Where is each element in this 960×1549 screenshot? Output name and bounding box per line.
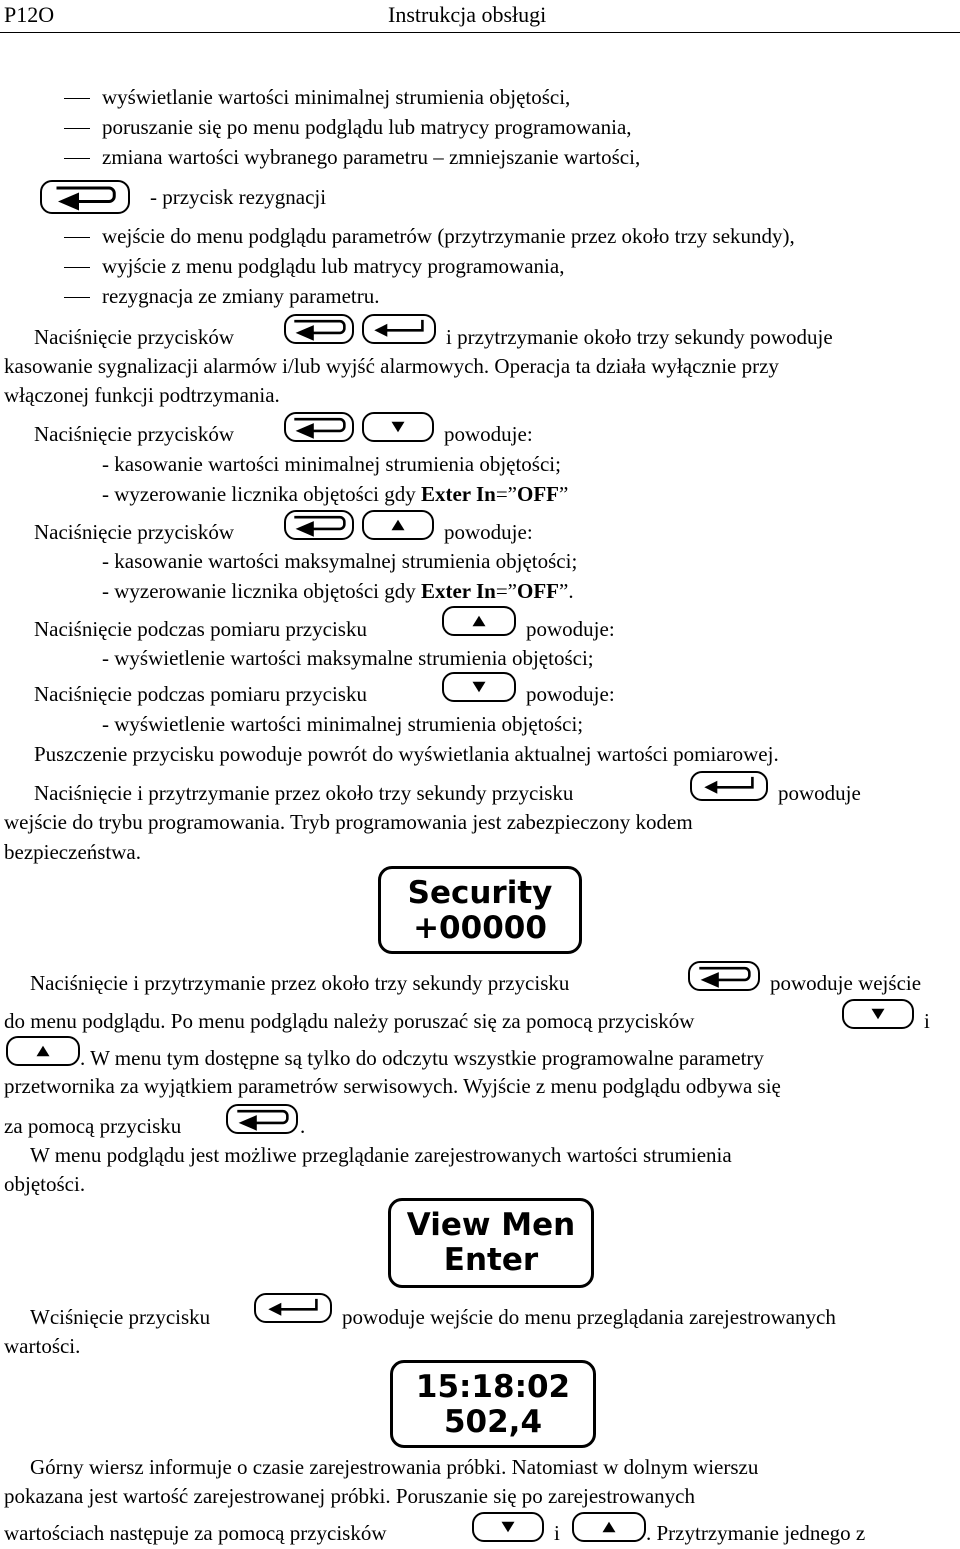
paragraph-text: powoduje: [526, 682, 615, 706]
list-item: zmiana wartości wybranego parametru – zmniejszanie wartości, [102, 145, 641, 169]
list-dash [64, 267, 90, 268]
list-dash [64, 237, 90, 238]
lcd-display-security [378, 866, 582, 954]
lcd-display-view-menu [388, 1198, 594, 1288]
paragraph-text: kasowanie sygnalizacji alarmów i/lub wyjść alarmowych. Operacja ta działa wyłącznie przy [4, 354, 779, 378]
list-item: wyświetlanie wartości minimalnej strumienia objętości, [102, 85, 571, 109]
paragraph-text: wartościach następuje za pomocą przycisków [4, 1521, 387, 1545]
lcd-line-1: View Men [406, 1207, 576, 1243]
paragraph-text: do menu podglądu. Po menu podglądu należy poruszać się za pomocą przycisków [4, 1009, 695, 1033]
escape-key-icon [284, 510, 354, 540]
paragraph-text: wejście do trybu programowania. Tryb programowania jest zabezpieczony kodem [4, 810, 693, 834]
list-dash [64, 98, 90, 99]
list-dash [64, 158, 90, 159]
up-arrow-key-icon [362, 510, 434, 540]
list-item: - wyświetlenie wartości minimalnej strumienia objętości; [102, 712, 584, 736]
down-arrow-key-icon [842, 999, 914, 1029]
paragraph-text: powoduje wejście [770, 971, 922, 995]
cancel-key-label: - przycisk rezygnacji [150, 185, 327, 209]
enter-key-icon [690, 771, 768, 801]
enter-key-icon [254, 1293, 332, 1323]
paragraph-text: przetwornika za wyjątkiem parametrów serwisowych. Wyjście z menu podglądu odbywa się [4, 1074, 781, 1098]
paragraph-text: objętości. [4, 1172, 86, 1196]
list-item: - kasowanie wartości maksymalnej strumienia objętości; [102, 549, 578, 573]
paragraph-text: Naciśnięcie podczas pomiaru przycisku [34, 617, 367, 641]
document-code: P12O [4, 2, 55, 27]
escape-key-icon [284, 412, 354, 442]
paragraph-text: i przytrzymanie około trzy sekundy powoduje [446, 325, 833, 349]
escape-key-icon [284, 314, 354, 344]
paragraph-text: wartości. [4, 1334, 81, 1358]
up-arrow-key-icon [442, 606, 516, 636]
paragraph-text: Naciśnięcie przycisków [34, 520, 235, 544]
document-title: Instrukcja obsługi [388, 2, 547, 27]
paragraph-text: powoduje [778, 781, 861, 805]
paragraph-text: Naciśnięcie podczas pomiaru przycisku [34, 682, 367, 706]
escape-key-icon [40, 180, 130, 214]
paragraph-text: Naciśnięcie i przytrzymanie przez około trzy sekundy przycisku [34, 781, 574, 805]
paragraph-text: W menu podglądu jest możliwe przeglądanie zarejestrowanych wartości strumienia [30, 1143, 732, 1167]
lcd-line-2: 502,4 [443, 1404, 543, 1440]
enter-key-icon [362, 314, 436, 344]
paragraph-text: . Przytrzymanie jednego z [646, 1521, 866, 1545]
list-item: - wyzerowanie licznika objętości gdy Exter In=”OFF”. [102, 579, 574, 603]
paragraph-text: powoduje: [444, 520, 533, 544]
list-dash [64, 297, 90, 298]
paragraph-text: . [300, 1114, 306, 1138]
lcd-line-1: Security [407, 875, 553, 911]
list-item: wejście do menu podglądu parametrów (przytrzymanie przez około trzy sekundy), [102, 224, 795, 248]
up-arrow-key-icon [6, 1036, 80, 1066]
down-arrow-key-icon [472, 1512, 544, 1542]
paragraph-text: powoduje wejście do menu przeglądania zarejestrowanych [342, 1305, 836, 1329]
list-item: poruszanie się po menu podglądu lub matrycy programowania, [102, 115, 632, 139]
down-arrow-key-icon [362, 412, 434, 442]
paragraph-text: Górny wiersz informuje o czasie zarejestrowania próbki. Natomiast w dolnym wierszu [30, 1455, 759, 1479]
lcd-line-2: Enter [443, 1242, 539, 1278]
paragraph-text: i [554, 1521, 560, 1545]
paragraph-text: pokazana jest wartość zarejestrowanej próbki. Poruszanie się po zarejestrowanych [4, 1484, 695, 1508]
lcd-line-2: +00000 [413, 910, 547, 946]
lcd-line-1: 15:18:02 [415, 1369, 571, 1405]
paragraph-text: Naciśnięcie i przytrzymanie przez około trzy sekundy przycisku [30, 971, 570, 995]
list-item: - wyświetlenie wartości maksymalne strumienia objętości; [102, 646, 594, 670]
paragraph-text: powoduje: [444, 422, 533, 446]
list-dash [64, 128, 90, 129]
paragraph-text: powoduje: [526, 617, 615, 641]
list-item: rezygnacja ze zmiany parametru. [102, 284, 380, 308]
paragraph-text: i [924, 1009, 930, 1033]
paragraph-text: Naciśnięcie przycisków [34, 325, 235, 349]
paragraph-text: za pomocą przycisku [4, 1114, 182, 1138]
paragraph-text: bezpieczeństwa. [4, 840, 142, 864]
list-item: - kasowanie wartości minimalnej strumienia objętości; [102, 452, 561, 476]
lcd-display-record [390, 1360, 596, 1448]
page-header [0, 0, 960, 33]
down-arrow-key-icon [442, 672, 516, 702]
paragraph-text: włączonej funkcji podtrzymania. [4, 383, 280, 407]
up-arrow-key-icon [572, 1512, 646, 1542]
paragraph-text: Puszczenie przycisku powoduje powrót do wyświetlania aktualnej wartości pomiarowej. [34, 742, 779, 766]
list-item: - wyzerowanie licznika objętości gdy Exter In=”OFF” [102, 482, 569, 506]
paragraph-text: . W menu tym dostępne są tylko do odczytu wszystkie programowalne parametry [80, 1046, 764, 1070]
escape-key-icon [226, 1104, 298, 1134]
escape-key-icon [688, 961, 760, 991]
list-item: wyjście z menu podglądu lub matrycy programowania, [102, 254, 565, 278]
paragraph-text: Wciśnięcie przycisku [30, 1305, 211, 1329]
paragraph-text: Naciśnięcie przycisków [34, 422, 235, 446]
